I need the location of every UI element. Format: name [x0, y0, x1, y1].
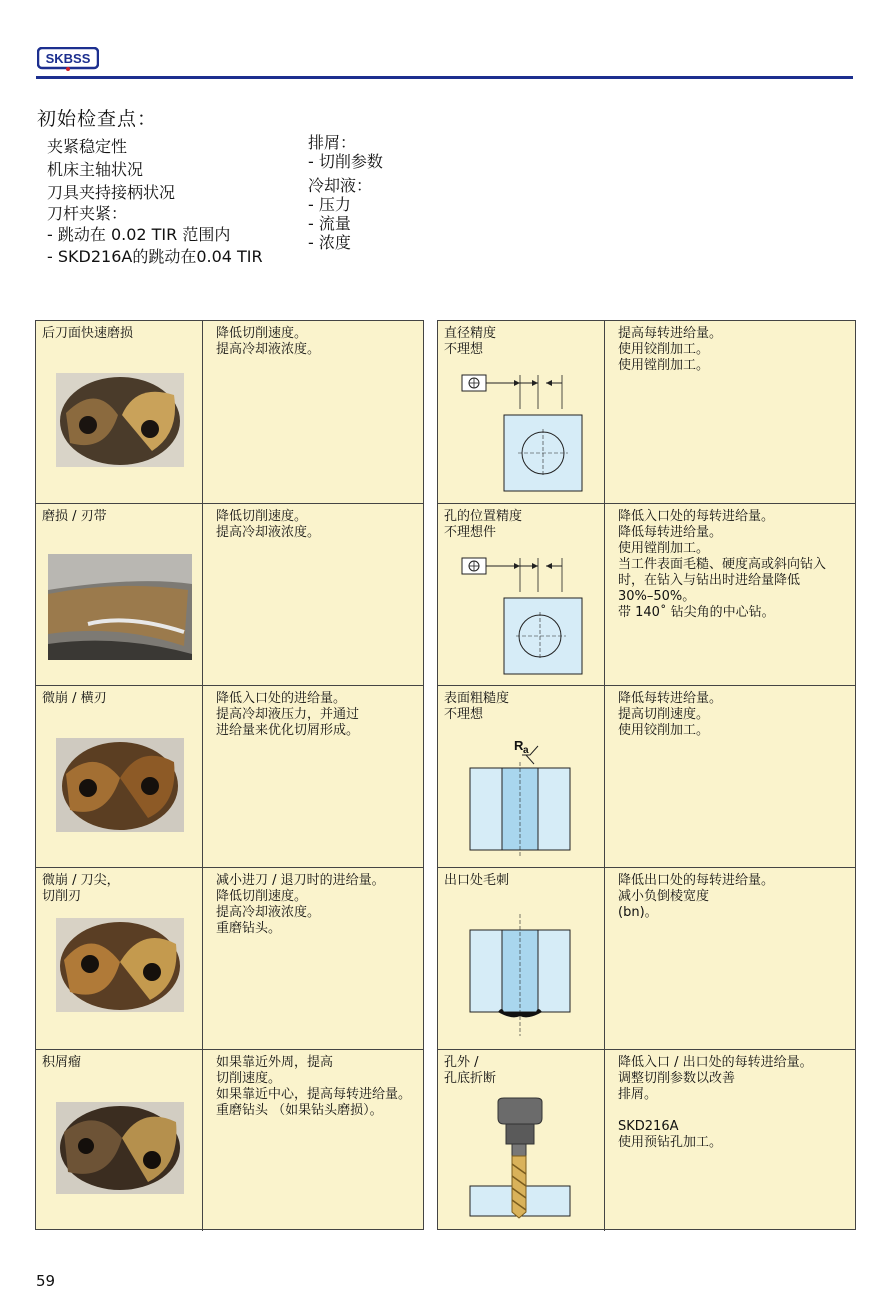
problem-label: 直径精度 不理想: [444, 326, 497, 357]
page-number: 59: [36, 1272, 56, 1290]
built-up-edge-photo: [56, 1102, 184, 1194]
remedy-cell: [203, 686, 423, 867]
table-row: [438, 1050, 855, 1231]
remedy-text: 提高每转进给量。 使用铰削加工。 使用镗削加工。: [618, 326, 723, 373]
check-item: - 压力: [308, 195, 351, 214]
problem-cell: [438, 868, 605, 1049]
position-accuracy-diagram: [458, 552, 588, 678]
problem-label: 微崩 / 横刃: [42, 691, 107, 706]
check-item: - 切削参数: [308, 152, 383, 171]
problem-cell: [36, 504, 203, 685]
remedy-text: 降低入口处的每转进给量。 降低每转进给量。 使用镗削加工。 当工件表面毛糙、硬度高或斜向钻入 时，在钻入与钻出时进给量降低 30%–50%。 带 140˚ 钻尖角的中心钻。: [618, 509, 827, 620]
problem-cell: [438, 1050, 605, 1231]
table-row: [36, 1050, 423, 1231]
problem-label: 孔的位置精度 不理想件: [444, 509, 523, 540]
problem-cell: [438, 504, 605, 685]
remedy-cell: [203, 868, 423, 1049]
table-row: [438, 686, 855, 868]
check-item: 排屑：: [308, 133, 357, 152]
table-row: [36, 686, 423, 868]
troubleshooting-table-left: [35, 320, 424, 1230]
remedy-cell: [203, 321, 423, 503]
problem-label: 出口处毛刺: [444, 873, 510, 888]
remedy-text: 降低切削速度。 提高冷却液浓度。: [216, 326, 321, 357]
logo-text: SKBSS: [45, 51, 91, 66]
check-item: 机床主轴状况: [47, 160, 144, 179]
remedy-cell: [203, 1050, 423, 1231]
problem-label: 表面粗糙度 不理想: [444, 691, 510, 722]
remedy-cell: [605, 868, 855, 1049]
check-item: 夹紧稳定性: [47, 137, 128, 156]
check-item: - 跳动在 0.02 TIR 范围内: [47, 225, 231, 244]
troubleshooting-table-right: [437, 320, 856, 1230]
drill-tip-flank-wear-photo: [56, 373, 184, 467]
margin-wear-photo: [48, 554, 192, 660]
remedy-text: 如果靠近外周，提高 切削速度。 如果靠近中心，提高每转进给量。 重磨钻头 （如果钻头磨损）。: [216, 1055, 412, 1118]
remedy-cell: [605, 686, 855, 867]
table-row: [438, 504, 855, 686]
table-row: [36, 321, 423, 504]
surface-roughness-diagram: [468, 734, 574, 860]
remedy-cell: [605, 1050, 855, 1231]
problem-cell: [36, 868, 203, 1049]
problem-label: 积屑瘤: [42, 1055, 82, 1070]
check-item: 刀具夹持接柄状况: [47, 183, 176, 202]
problem-cell: [36, 321, 203, 503]
remedy-cell: [605, 504, 855, 685]
check-item: - 浓度: [308, 233, 351, 252]
table-row: [36, 868, 423, 1050]
problem-label: 孔外 / 孔底折断: [444, 1055, 497, 1086]
table-row: [438, 868, 855, 1050]
skbss-logo: [37, 47, 99, 71]
page-heading: 初始检查点：: [37, 108, 158, 130]
problem-label: 微崩 / 刀尖， 切削刃: [42, 873, 120, 904]
header-rule: [36, 76, 853, 79]
problem-label: 磨损 / 刃带: [42, 509, 107, 524]
remedy-text: 降低入口 / 出口处的每转进给量。 调整切削参数以改善 排屑。 SKD216A 使用预钻孔加工。: [618, 1055, 813, 1150]
table-row: [36, 504, 423, 686]
remedy-text: 降低切削速度。 提高冷却液浓度。: [216, 509, 321, 540]
checks-right-list: [308, 133, 383, 252]
check-item: 冷却液：: [308, 176, 373, 195]
chisel-edge-chipping-photo: [56, 738, 184, 832]
check-item: - SKD216A的跳动在0.04 TIR: [47, 247, 263, 266]
checks-left-list: [47, 135, 263, 268]
problem-cell: [438, 686, 605, 867]
remedy-text: 降低每转进给量。 提高切削速度。 使用铰削加工。: [618, 691, 723, 738]
problem-cell: [438, 321, 605, 503]
remedy-text: 降低出口处的每转进给量。 减小负倒棱宽度 (bn)。: [618, 873, 775, 920]
remedy-cell: [203, 504, 423, 685]
table-row: [438, 321, 855, 504]
remedy-text: 减小进刀 / 退刀时的进给量。 降低切削速度。 提高冷却液浓度。 重磨钻头。: [216, 873, 385, 936]
roughness-symbol-sub: a: [523, 745, 529, 756]
check-item: 刀杆夹紧：: [47, 204, 128, 223]
remedy-cell: [605, 321, 855, 503]
drill-breakage-diagram: [468, 1094, 574, 1224]
remedy-text: 降低入口处的进给量。 提高冷却液压力，并通过 进给量来优化切屑形成。: [216, 691, 360, 738]
check-item: - 流量: [308, 214, 351, 233]
roughness-symbol: R: [514, 738, 524, 753]
problem-cell: [36, 686, 203, 867]
exit-burr-diagram: [468, 910, 574, 1040]
corner-chipping-photo: [56, 918, 184, 1012]
problem-cell: [36, 1050, 203, 1231]
problem-label: 后刀面快速磨损: [42, 326, 134, 341]
diameter-accuracy-diagram: [458, 369, 588, 495]
